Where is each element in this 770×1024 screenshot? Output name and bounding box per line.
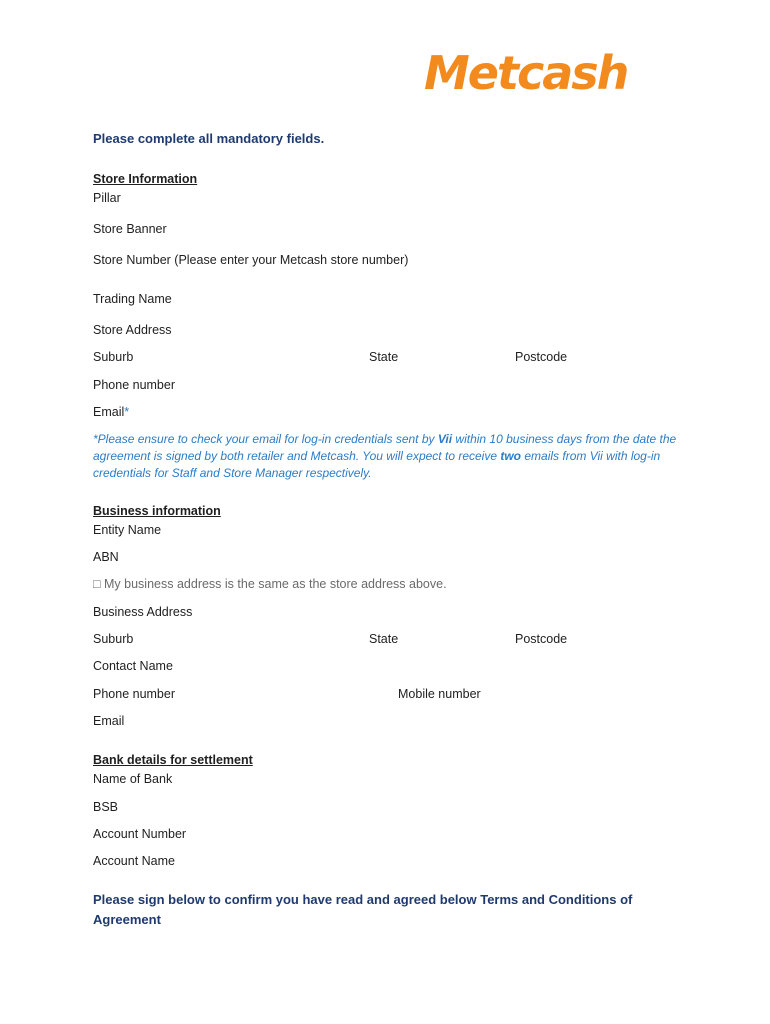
sign-prompt: Please sign below to confirm you have read and agreed below Terms and Conditions of Agreement	[93, 892, 633, 927]
intro-heading: Please complete all mandatory fields.	[93, 131, 325, 146]
store-phone-field[interactable]: Phone number	[93, 378, 176, 392]
business-info-heading: Business information	[93, 504, 221, 518]
store-number-field[interactable]: Store Number (Please enter your Metcash store number)	[93, 253, 409, 267]
business-state-field[interactable]: State	[369, 632, 399, 646]
store-email-label: Email	[93, 405, 125, 419]
mandatory-asterisk: *	[124, 405, 130, 419]
store-state-field[interactable]: State	[369, 350, 399, 364]
account-name-field[interactable]: Account Name	[93, 854, 175, 868]
account-number-field[interactable]: Account Number	[93, 827, 187, 841]
bank-name-field[interactable]: Name of Bank	[93, 772, 173, 786]
business-postcode-field[interactable]: Postcode	[515, 632, 568, 646]
metcash-logo: Metcash	[424, 46, 628, 100]
business-suburb-field[interactable]: Suburb	[93, 632, 134, 646]
business-phone-field[interactable]: Phone number	[93, 687, 176, 701]
trading-name-field[interactable]: Trading Name	[93, 292, 172, 306]
entity-name-field[interactable]: Entity Name	[93, 523, 162, 537]
mobile-number-field[interactable]: Mobile number	[398, 687, 481, 701]
store-info-heading: Store Information	[93, 172, 198, 186]
store-email-field[interactable]	[93, 404, 129, 420]
business-location-row	[93, 631, 693, 647]
bank-details-heading: Bank details for settlement	[93, 753, 253, 767]
same-address-checkbox[interactable]: □ My business address is the same as the store address above.	[93, 577, 447, 591]
business-address-field[interactable]: Business Address	[93, 605, 193, 619]
store-location-row	[93, 349, 693, 365]
store-postcode-field[interactable]: Postcode	[515, 350, 568, 364]
bsb-field[interactable]: BSB	[93, 800, 119, 814]
store-suburb-field[interactable]: Suburb	[93, 350, 134, 364]
store-address-field[interactable]: Store Address	[93, 323, 172, 337]
pillar-field[interactable]: Pillar	[93, 191, 121, 205]
abn-field[interactable]: ABN	[93, 550, 119, 564]
login-credentials-note: *Please ensure to check your email for log-in credentials sent by Vii within 10 business days from the date the agreement is signed by both retailer and Metcash. You will expect to receive two emails from Vii with log-in credentials for Staff and Store Manager respectively.	[93, 432, 677, 480]
store-banner-field[interactable]: Store Banner	[93, 222, 167, 236]
business-email-field[interactable]: Email	[93, 714, 125, 728]
contact-name-field[interactable]: Contact Name	[93, 659, 173, 673]
business-phone-row	[93, 686, 693, 702]
